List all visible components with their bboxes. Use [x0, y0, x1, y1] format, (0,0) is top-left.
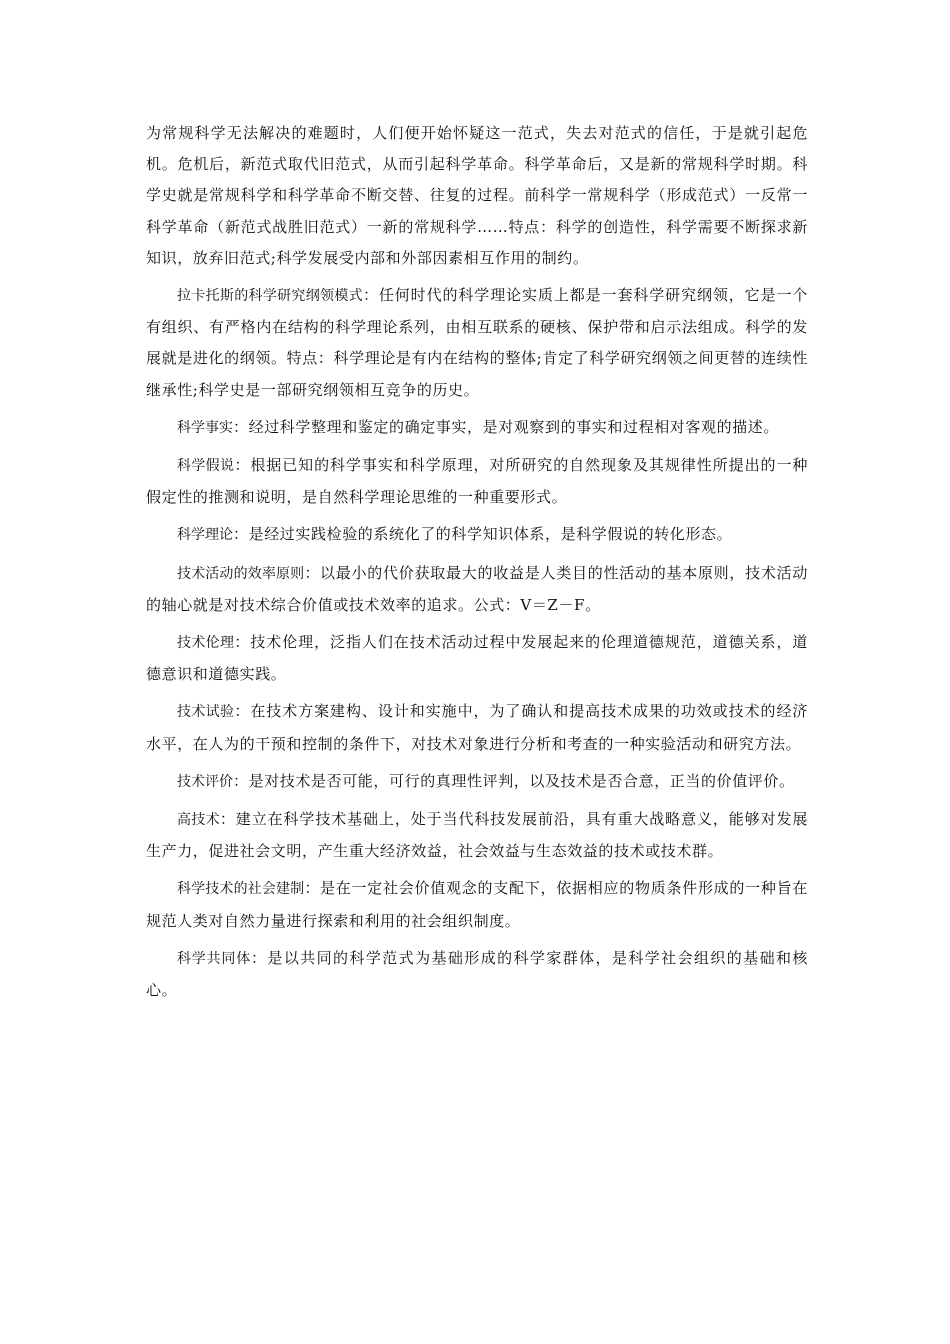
paragraph-technology-experiment: [146, 696, 808, 759]
paragraph-scientific-hypothesis: [146, 450, 808, 513]
paragraph-technology-assessment: [146, 766, 808, 798]
term-label: 技术评价: [177, 773, 233, 790]
term-label: 科学假说: [177, 458, 235, 475]
paragraph-text: ：经过科学整理和鉴定的确定事实，是对观察到的事实和过程相对客观的描述。: [233, 417, 780, 436]
paragraph-text: ：是以共同的科学范式为基础形成的科学家群体，是科学社会组织的基础和核心。: [146, 948, 809, 1000]
term-label: 技术试验: [177, 704, 235, 721]
paragraph-text: ：以最小的代价获取最大的收益是人类目的性活动的基本原则，技术活动的轴心就是对技术综合价值或技术效率的追求。公式：V＝Z－F。: [146, 563, 809, 614]
paragraph-text: ：在技术方案建构、设计和实施中，为了确认和提高技术成果的功效或技术的经济水平，在人为的干预和控制的条件下，对技术对象进行分析和考查的一种实验活动和研究方法。: [146, 702, 808, 753]
paragraph-high-technology: [146, 804, 808, 867]
paragraph-continued-kuhn-paradigm: [146, 118, 808, 274]
paragraph-text: ：建立在科学技术基础上，处于当代科技发展前沿，具有重大战略意义，能够对发展生产力，促进社会文明，产生重大经济效益，社会效益与生态效益的技术或技术群。: [146, 810, 808, 861]
term-label: 科学事实: [177, 419, 233, 436]
paragraph-text: ：任何时代的科学理论实质上都是一套科学研究纲领，它是一个有组织、有严格内在结构的科学理论系列，由相互联系的硬核、保护带和启示法组成。科学的发展就是进化的纲领。特点：科学理论是有内在结构的整体;肯定了科学研究纲领之间更替的连续性继承性;科学史是一部研究纲领相互竞争的历史。: [146, 286, 808, 399]
paragraph-scientific-fact: [146, 412, 808, 444]
term-label: 科学共同体: [177, 950, 252, 967]
paragraph-scientific-community: [146, 943, 808, 1006]
paragraph-text: ：根据已知的科学事实和科学原理，对所研究的自然现象及其规律性所提出的一种假定性的推测和说明，是自然科学理论思维的一种重要形式。: [146, 456, 808, 507]
paragraph-lakatos-research-programme: [146, 280, 808, 406]
paragraph-scientific-theory: [146, 519, 808, 551]
term-label: 科学理论: [177, 527, 233, 544]
term-label: 高技术: [177, 812, 220, 829]
paragraph-technology-ethics: [146, 627, 808, 690]
paragraph-social-institution-of-science: [146, 873, 808, 936]
paragraph-text: ：是经过实践检验的系统化了的科学知识体系，是科学假说的转化形态。: [233, 525, 733, 544]
term-label: 技术伦理: [177, 635, 235, 652]
document-body: [146, 118, 808, 1012]
paragraph-text: ：技术伦理，泛指人们在技术活动过程中发展起来的伦理道德规范，道德关系，道德意识和道德实践。: [146, 633, 808, 684]
paragraph-text: ：是在一定社会价值观念的支配下，依据相应的物质条件形成的一种旨在规范人类对自然力量进行探索和利用的社会组织制度。: [146, 879, 809, 930]
term-label: 科学技术的社会建制: [177, 881, 305, 898]
paragraph-technology-efficiency-principle: [146, 558, 808, 621]
paragraph-text: ：是对技术是否可能，可行的真理性评判，以及技术是否合意，正当的价值评价。: [233, 771, 795, 790]
paragraph-text: 为常规科学无法解决的难题时，人们便开始怀疑这一范式，失去对范式的信任，于是就引起危机。危机后，新范式取代旧范式，从而引起科学革命。科学革命后，又是新的常规科学时期。科学史就是常规科学和科学革命不断交替、往复的过程。前科学一常规科学（形成范式）一反常一科学革命（新范式战胜旧范式）一新的常规科学……特点：科学的创造性，科学需要不断探求新知识，放弃旧范式;科学发展受内部和外部因素相互作用的制约。: [146, 124, 808, 267]
term-label: 拉卡托斯的科学研究纲领模式: [177, 288, 363, 305]
term-label: 技术活动的效率原则: [177, 565, 305, 582]
